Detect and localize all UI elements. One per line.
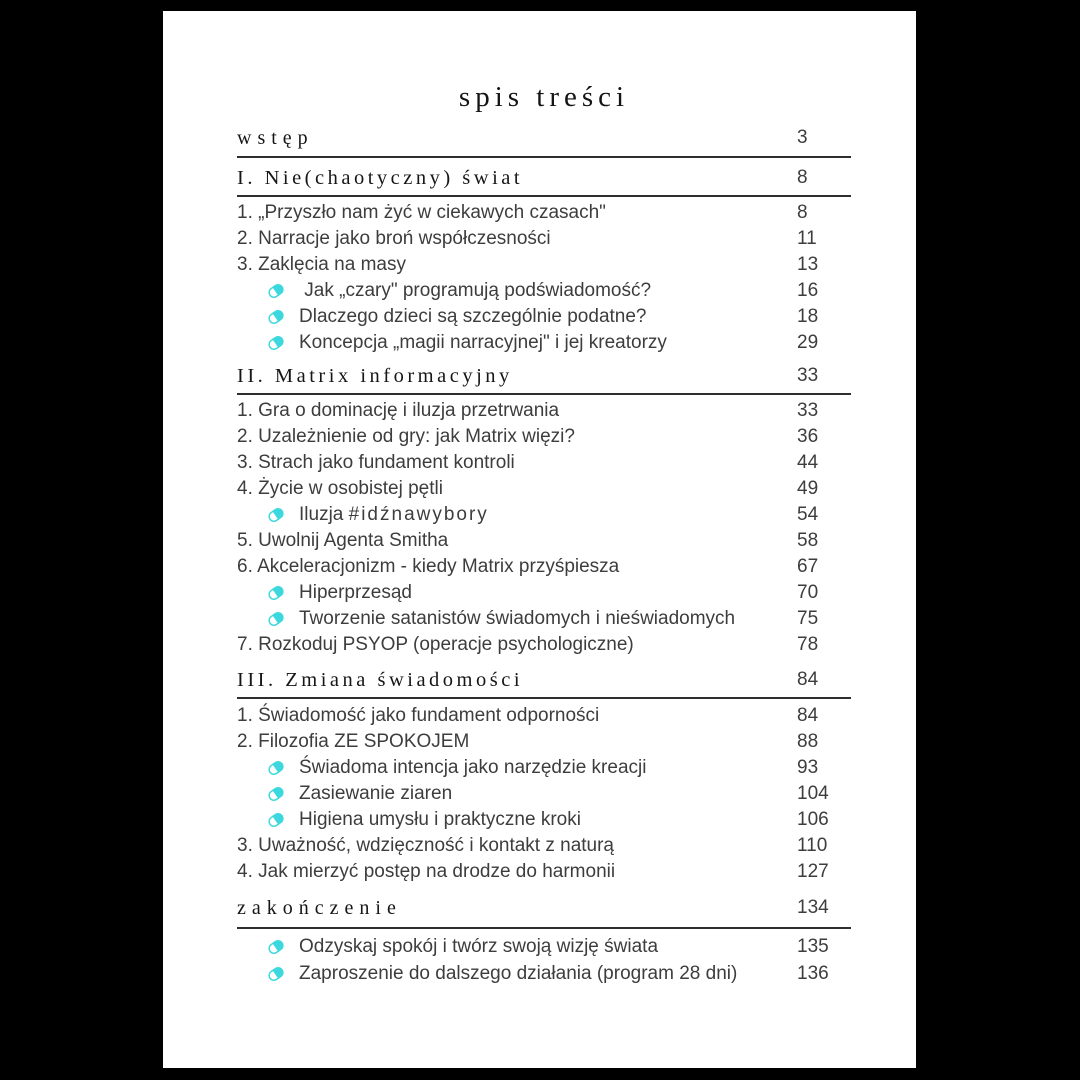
divider bbox=[237, 393, 851, 395]
toc-row bbox=[237, 450, 851, 476]
toc-row bbox=[237, 833, 851, 859]
toc-row bbox=[237, 933, 851, 960]
toc-row bbox=[237, 755, 851, 781]
pill-icon bbox=[265, 280, 287, 302]
pill-icon bbox=[265, 306, 287, 328]
toc-row bbox=[237, 226, 851, 252]
toc-row bbox=[237, 729, 851, 755]
toc-part-label: III. Zmiana świadomości bbox=[237, 668, 524, 691]
toc-sub-label: Higiena umysłu i praktyczne kroki bbox=[299, 809, 581, 830]
toc-chapter-label: wstęp bbox=[237, 126, 314, 149]
toc-page-number: 104 bbox=[797, 783, 829, 804]
toc-item-label: 3. Strach jako fundament kontroli bbox=[237, 452, 515, 473]
toc-sub-label: Koncepcja „magii narracyjnej" i jej kreatorzy bbox=[299, 332, 667, 353]
pill-icon bbox=[265, 608, 287, 630]
toc-row bbox=[237, 528, 851, 554]
toc-page-number: 49 bbox=[797, 478, 819, 499]
toc-row bbox=[237, 807, 851, 833]
toc-row bbox=[237, 580, 851, 606]
toc-page-number: 70 bbox=[797, 582, 819, 603]
pill-icon bbox=[265, 582, 287, 604]
toc-page-number: 135 bbox=[797, 935, 829, 957]
toc-row bbox=[237, 632, 851, 658]
toc-row-part-1 bbox=[237, 165, 851, 191]
toc-item-label: 4. Jak mierzyć postęp na drodze do harmonii bbox=[237, 861, 616, 882]
toc-page-number: 44 bbox=[797, 452, 819, 473]
page-title: spis treści bbox=[458, 81, 630, 113]
toc-page-number: 13 bbox=[797, 254, 819, 275]
toc-page-number: 93 bbox=[797, 757, 819, 778]
toc-sub-label: Świadoma intencja jako narzędzie kreacji bbox=[299, 757, 647, 778]
pill-icon bbox=[265, 936, 287, 958]
toc-row bbox=[237, 330, 851, 356]
toc-row bbox=[237, 398, 851, 424]
toc-row bbox=[237, 859, 851, 885]
toc-sub-label: Zaproszenie do dalszego działania (program 28 dni) bbox=[299, 962, 738, 984]
divider bbox=[237, 927, 851, 929]
toc-chapter-label: zakończenie bbox=[237, 896, 402, 919]
toc-page-number: 33 bbox=[797, 400, 819, 421]
toc-page-number: 8 bbox=[797, 167, 808, 188]
toc-row bbox=[237, 502, 851, 528]
toc-content bbox=[237, 11, 851, 987]
toc-row bbox=[237, 703, 851, 729]
toc-page-number: 106 bbox=[797, 809, 829, 830]
divider bbox=[237, 156, 851, 158]
toc-page-number: 8 bbox=[797, 202, 808, 223]
toc-item-label: 2. Narracje jako broń współczesności bbox=[237, 228, 551, 249]
toc-page-number: 36 bbox=[797, 426, 819, 447]
toc-item-label: 6. Akceleracjonizm - kiedy Matrix przyśpiesza bbox=[237, 556, 620, 577]
toc-sub-label bbox=[299, 504, 797, 526]
toc-row bbox=[237, 304, 851, 330]
toc-page-number: 88 bbox=[797, 731, 819, 752]
toc-page-number: 127 bbox=[797, 861, 829, 882]
toc-row bbox=[237, 278, 851, 304]
toc-item-label: 7. Rozkoduj PSYOP (operacje psychologiczne) bbox=[237, 634, 634, 655]
toc-item-label: 1. Świadomość jako fundament odporności bbox=[237, 705, 600, 726]
toc-row-wstep bbox=[237, 125, 851, 151]
pill-icon bbox=[265, 809, 287, 831]
toc-part-label: I. Nie(chaotyczny) świat bbox=[237, 166, 524, 189]
toc-page-number: 16 bbox=[797, 280, 819, 301]
toc-page-number: 78 bbox=[797, 634, 819, 655]
toc-page-number: 33 bbox=[797, 365, 819, 386]
toc-page-number: 84 bbox=[797, 705, 819, 726]
divider bbox=[237, 195, 851, 197]
toc-item-label: 3. Zaklęcia na masy bbox=[237, 254, 406, 275]
toc-page-number: 110 bbox=[797, 835, 828, 856]
pill-icon bbox=[265, 332, 287, 354]
toc-row bbox=[237, 606, 851, 632]
toc-page-number: 67 bbox=[797, 556, 819, 577]
pill-icon bbox=[265, 963, 287, 985]
toc-page-number: 18 bbox=[797, 306, 819, 327]
toc-page-number: 134 bbox=[797, 897, 829, 918]
toc-item-label: 3. Uważność, wdzięczność i kontakt z naturą bbox=[237, 835, 615, 856]
toc-item-label: 2. Uzależnienie od gry: jak Matrix więzi? bbox=[237, 426, 575, 447]
toc-sub-label: Jak „czary" programują podświadomość? bbox=[299, 280, 652, 301]
divider bbox=[237, 697, 851, 699]
toc-row bbox=[237, 554, 851, 580]
toc-row bbox=[237, 960, 851, 987]
toc-item-label: 5. Uwolnij Agenta Smitha bbox=[237, 530, 449, 551]
toc-row-part-3 bbox=[237, 667, 851, 693]
toc-sub-label: Tworzenie satanistów świadomych i nieświadomych bbox=[299, 608, 736, 629]
toc-sub-label: Dlaczego dzieci są szczególnie podatne? bbox=[299, 306, 647, 327]
toc-row bbox=[237, 252, 851, 278]
pill-icon bbox=[265, 783, 287, 805]
toc-item-label: 4. Życie w osobistej pętli bbox=[237, 478, 443, 499]
toc-part-label: II. Matrix informacyjny bbox=[237, 364, 513, 387]
toc-sub-label: Zasiewanie ziaren bbox=[299, 783, 453, 804]
toc-page-number: 3 bbox=[797, 127, 808, 148]
toc-item-label: 1. Gra o dominację i iluzja przetrwania bbox=[237, 400, 560, 421]
toc-sub-label-text: Iluzja bbox=[299, 504, 349, 525]
toc-sub-label: Hiperprzesąd bbox=[299, 582, 412, 603]
toc-item-label: 1. „Przyszło nam żyć w ciekawych czasach" bbox=[237, 202, 606, 223]
toc-page-number: 58 bbox=[797, 530, 819, 551]
pill-icon bbox=[265, 504, 287, 526]
toc-row bbox=[237, 476, 851, 502]
toc-page-number: 75 bbox=[797, 608, 819, 629]
toc-row-zakonczenie bbox=[237, 895, 851, 921]
toc-page-number: 84 bbox=[797, 669, 819, 690]
toc-sub-label: Odzyskaj spokój i twórz swoją wizję świata bbox=[299, 935, 659, 957]
toc-page-number: 54 bbox=[797, 504, 819, 525]
toc-page-number: 11 bbox=[797, 228, 817, 249]
book-page bbox=[163, 11, 916, 1068]
toc-page-number: 136 bbox=[797, 962, 829, 984]
toc-page-number: 29 bbox=[797, 332, 819, 353]
pill-icon bbox=[265, 757, 287, 779]
toc-row bbox=[237, 424, 851, 450]
toc-row-part-2 bbox=[237, 363, 851, 389]
toc-row bbox=[237, 200, 851, 226]
toc-sub-hashtag: #idźnawybory bbox=[348, 504, 489, 525]
toc-item-label: 2. Filozofia ZE SPOKOJEM bbox=[237, 731, 470, 752]
toc-row bbox=[237, 781, 851, 807]
